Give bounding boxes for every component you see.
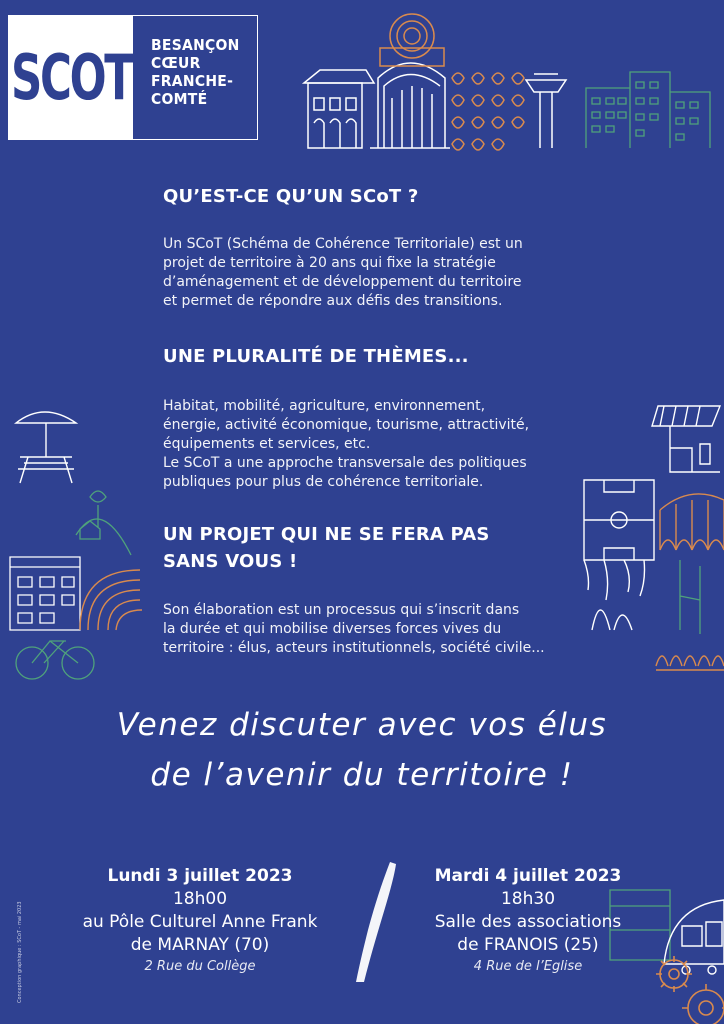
left-illustration [6, 405, 156, 685]
event-venue: au Pôle Culturel Anne Frank [82, 912, 318, 932]
scot-logo [8, 15, 258, 140]
section-heading-themes: UNE PLURALITÉ DE THÈMES... [163, 346, 469, 367]
section-text-scot: Un SCoT (Schéma de Cohérence Territoriale) est un projet de territoire à 20 ans qui fixe la stratégie d’aménagement et de développement du territoire et permet de répondre aux défis des transitions. [163, 236, 523, 309]
logo-text: BESANÇON CŒUR FRANCHE- COMTÉ [133, 16, 257, 139]
slogan-line-1: Venez discuter avec vos élus [116, 707, 608, 743]
event-marnay [20, 864, 380, 976]
section-heading-project: UN PROJET QUI NE SE FERA PAS SANS VOUS ! [163, 524, 490, 572]
event-town: de FRANOIS (25) [457, 935, 599, 955]
city-skyline-illustration [300, 8, 724, 153]
logo-mark: SCOT [10, 41, 132, 114]
design-credit: Conception graphique : SCoT - mai 2023 [17, 901, 23, 1003]
event-address: 4 Rue de l’Eglise [473, 959, 583, 974]
event-town: de MARNAY (70) [130, 935, 270, 955]
slogan-line-2: de l’avenir du territoire ! [150, 757, 574, 793]
event-franois [348, 864, 708, 976]
event-date: Lundi 3 juillet 2023 [107, 866, 293, 886]
event-venue: Salle des associations [434, 912, 622, 932]
right-illustration [580, 400, 724, 680]
event-time: 18h00 [172, 889, 228, 909]
event-address: 2 Rue du Collège [144, 959, 256, 974]
event-time: 18h30 [500, 889, 556, 909]
section-text-project: Son élaboration est un processus qui s’inscrit dans la durée et qui mobilise diverses forces vives du territoire : élus, acteurs institutionnels, société civile... [163, 602, 545, 656]
section-heading-scot: QU’EST-CE QU’UN SCoT ? [163, 186, 419, 207]
section-text-themes: Habitat, mobilité, agriculture, environnement, énergie, activité économique, tourisme, attractivité, équipements et services, etc. Le SCoT a une approche transversale des politiques publiques pour plus de cohérence territoriale. [163, 398, 530, 490]
event-date: Mardi 4 juillet 2023 [434, 866, 622, 886]
